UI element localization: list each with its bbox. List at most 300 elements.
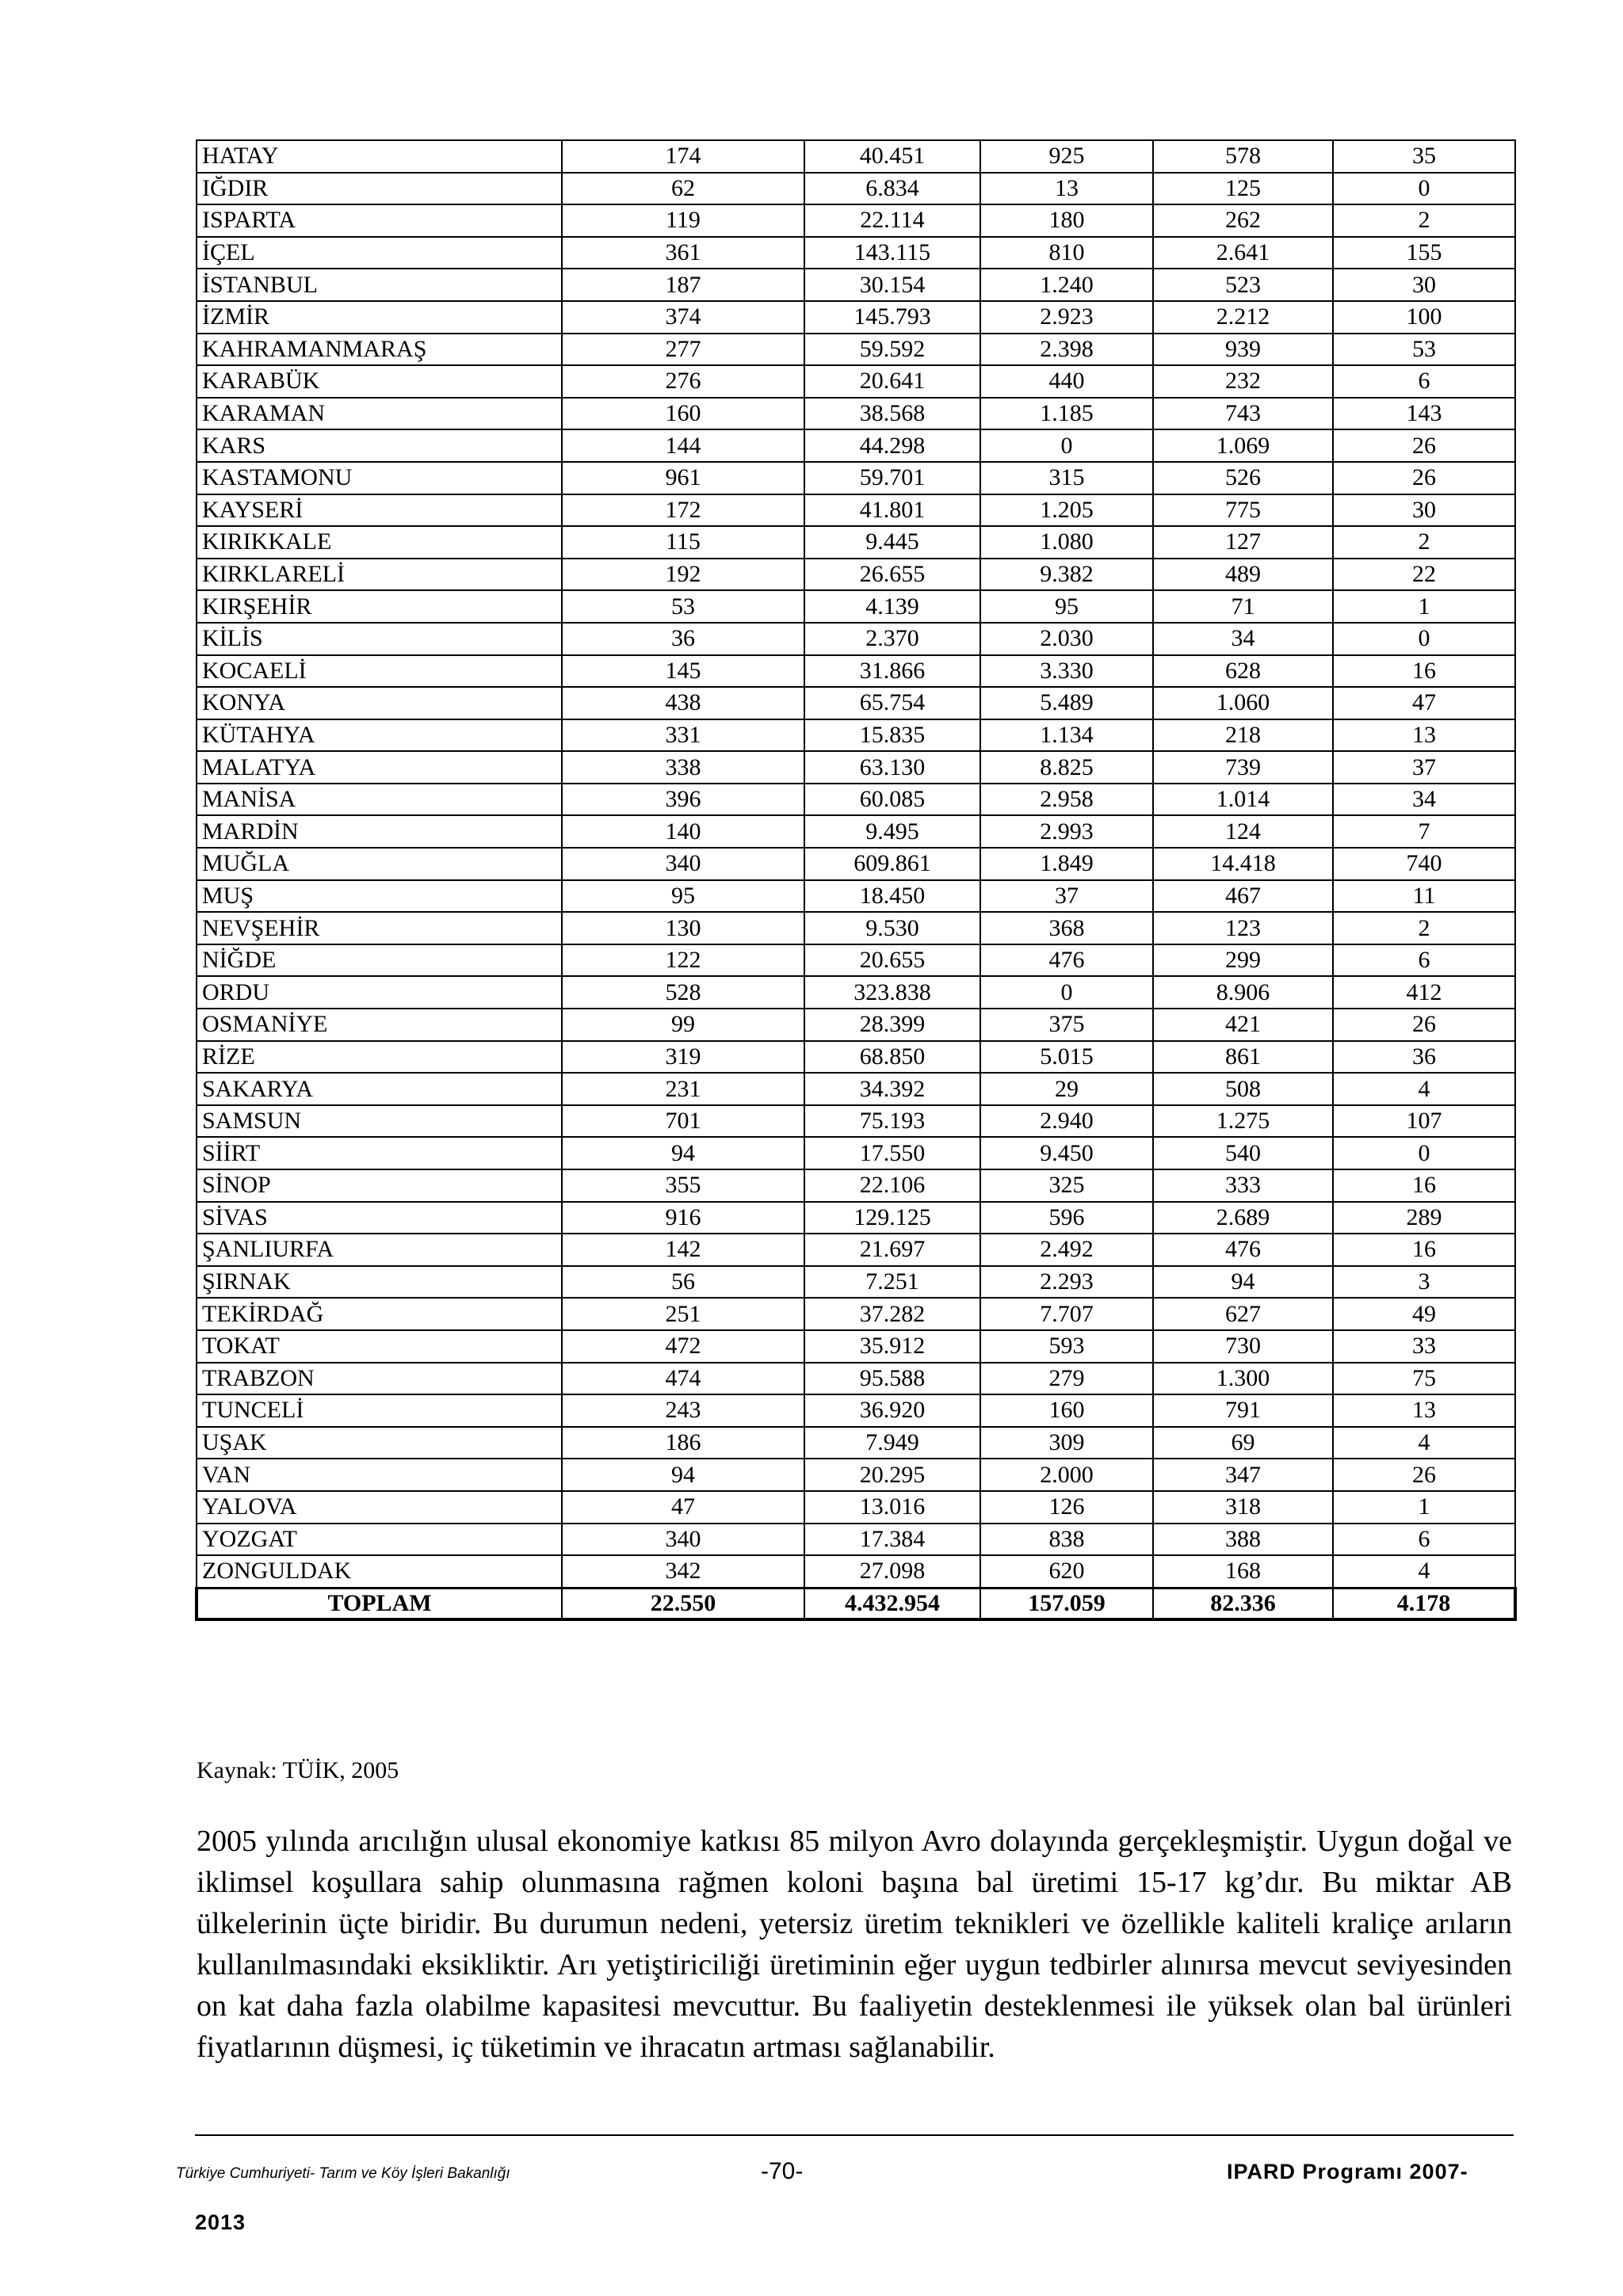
value-cell: 124 <box>1153 815 1333 848</box>
value-cell: 388 <box>1153 1524 1333 1556</box>
value-cell: 2.000 <box>980 1459 1153 1491</box>
table-row <box>197 398 1515 430</box>
table-row <box>197 1169 1515 1202</box>
value-cell: 1.240 <box>980 269 1153 301</box>
value-cell: 775 <box>1153 494 1333 527</box>
value-cell: 34 <box>1153 623 1333 655</box>
table-row <box>197 1459 1515 1491</box>
page-number: -70- <box>761 2158 804 2184</box>
value-cell: 4.139 <box>804 590 980 623</box>
province-name: ZONGULDAK <box>197 1555 562 1588</box>
province-name: KAYSERİ <box>197 494 562 527</box>
value-cell: 22 <box>1333 559 1515 591</box>
value-cell: 17.550 <box>804 1137 980 1169</box>
value-cell: 26 <box>1333 462 1515 494</box>
table-row <box>197 462 1515 494</box>
total-cell: 82.336 <box>1153 1588 1333 1619</box>
value-cell: 523 <box>1153 269 1333 301</box>
value-cell: 440 <box>980 365 1153 398</box>
table-row <box>197 1330 1515 1363</box>
province-name: OSMANİYE <box>197 1009 562 1041</box>
province-name: KIRŞEHİR <box>197 590 562 623</box>
value-cell: 26.655 <box>804 559 980 591</box>
value-cell: 396 <box>562 784 804 816</box>
value-cell: 180 <box>980 204 1153 237</box>
value-cell: 20.655 <box>804 944 980 977</box>
value-cell: 467 <box>1153 880 1333 913</box>
value-cell: 0 <box>1333 623 1515 655</box>
province-name: TUNCELİ <box>197 1394 562 1427</box>
value-cell: 2.370 <box>804 623 980 655</box>
value-cell: 1.275 <box>1153 1105 1333 1138</box>
table-row <box>197 784 1515 816</box>
value-cell: 319 <box>562 1041 804 1074</box>
value-cell: 2.923 <box>980 301 1153 334</box>
table-row <box>197 365 1515 398</box>
province-name: MANİSA <box>197 784 562 816</box>
value-cell: 13 <box>980 173 1153 205</box>
province-name: NİĞDE <box>197 944 562 977</box>
value-cell: 122 <box>562 944 804 977</box>
value-cell: 187 <box>562 269 804 301</box>
value-cell: 1 <box>1333 590 1515 623</box>
value-cell: 160 <box>562 398 804 430</box>
total-label: TOPLAM <box>197 1588 562 1619</box>
value-cell: 123 <box>1153 912 1333 944</box>
value-cell: 276 <box>562 365 804 398</box>
province-name: SAKARYA <box>197 1073 562 1105</box>
value-cell: 916 <box>562 1202 804 1234</box>
province-name: KARAMAN <box>197 398 562 430</box>
value-cell: 526 <box>1153 462 1333 494</box>
value-cell: 99 <box>562 1009 804 1041</box>
value-cell: 740 <box>1333 848 1515 880</box>
footer-program: IPARD Programı 2007- <box>1227 2160 1468 2183</box>
value-cell: 701 <box>562 1105 804 1138</box>
value-cell: 15.835 <box>804 719 980 752</box>
value-cell: 13.016 <box>804 1491 980 1524</box>
value-cell: 34 <box>1333 784 1515 816</box>
value-cell: 578 <box>1153 140 1333 173</box>
value-cell: 791 <box>1153 1394 1333 1427</box>
value-cell: 30 <box>1333 269 1515 301</box>
value-cell: 29 <box>980 1073 1153 1105</box>
value-cell: 63.130 <box>804 751 980 784</box>
value-cell: 37 <box>980 880 1153 913</box>
value-cell: 2 <box>1333 204 1515 237</box>
value-cell: 6 <box>1333 944 1515 977</box>
province-name: KONYA <box>197 687 562 719</box>
value-cell: 33 <box>1333 1330 1515 1363</box>
value-cell: 231 <box>562 1073 804 1105</box>
value-cell: 7.949 <box>804 1427 980 1459</box>
value-cell: 347 <box>1153 1459 1333 1491</box>
value-cell: 627 <box>1153 1298 1333 1330</box>
value-cell: 115 <box>562 526 804 559</box>
province-name: İSTANBUL <box>197 269 562 301</box>
value-cell: 333 <box>1153 1169 1333 1202</box>
value-cell: 596 <box>980 1202 1153 1234</box>
value-cell: 474 <box>562 1363 804 1395</box>
province-name: SİVAS <box>197 1202 562 1234</box>
table-row <box>197 173 1515 205</box>
table-row <box>197 494 1515 527</box>
value-cell: 2.492 <box>980 1234 1153 1266</box>
table-row <box>197 655 1515 688</box>
value-cell: 593 <box>980 1330 1153 1363</box>
value-cell: 2.641 <box>1153 237 1333 269</box>
province-name: KAHRAMANMARAŞ <box>197 334 562 366</box>
value-cell: 145.793 <box>804 301 980 334</box>
value-cell: 961 <box>562 462 804 494</box>
value-cell: 0 <box>980 429 1153 462</box>
value-cell: 60.085 <box>804 784 980 816</box>
value-cell: 21.697 <box>804 1234 980 1266</box>
value-cell: 476 <box>980 944 1153 977</box>
province-name: ORDU <box>197 976 562 1009</box>
table-row <box>197 687 1515 719</box>
value-cell: 2.030 <box>980 623 1153 655</box>
value-cell: 160 <box>980 1394 1153 1427</box>
value-cell: 49 <box>1333 1298 1515 1330</box>
province-name: MALATYA <box>197 751 562 784</box>
province-name: RİZE <box>197 1041 562 1074</box>
value-cell: 36.920 <box>804 1394 980 1427</box>
value-cell: 421 <box>1153 1009 1333 1041</box>
value-cell: 6 <box>1333 1524 1515 1556</box>
value-cell: 243 <box>562 1394 804 1427</box>
value-cell: 125 <box>1153 173 1333 205</box>
value-cell: 13 <box>1333 719 1515 752</box>
table-row <box>197 526 1515 559</box>
value-cell: 939 <box>1153 334 1333 366</box>
table-row <box>197 1298 1515 1330</box>
value-cell: 355 <box>562 1169 804 1202</box>
table-row <box>197 429 1515 462</box>
province-name: HATAY <box>197 140 562 173</box>
table-row <box>197 912 1515 944</box>
value-cell: 68.850 <box>804 1041 980 1074</box>
value-cell: 2.293 <box>980 1266 1153 1299</box>
value-cell: 810 <box>980 237 1153 269</box>
value-cell: 20.641 <box>804 365 980 398</box>
value-cell: 739 <box>1153 751 1333 784</box>
province-name: IĞDIR <box>197 173 562 205</box>
value-cell: 142 <box>562 1234 804 1266</box>
table-row <box>197 1073 1515 1105</box>
value-cell: 609.861 <box>804 848 980 880</box>
value-cell: 540 <box>1153 1137 1333 1169</box>
table-row <box>197 237 1515 269</box>
value-cell: 318 <box>1153 1491 1333 1524</box>
value-cell: 9.450 <box>980 1137 1153 1169</box>
province-name: NEVŞEHİR <box>197 912 562 944</box>
value-cell: 30 <box>1333 494 1515 527</box>
value-cell: 44.298 <box>804 429 980 462</box>
province-name: KİLİS <box>197 623 562 655</box>
total-row <box>197 1588 1515 1619</box>
value-cell: 59.701 <box>804 462 980 494</box>
table-row <box>197 751 1515 784</box>
value-cell: 69 <box>1153 1427 1333 1459</box>
value-cell: 143 <box>1333 398 1515 430</box>
value-cell: 528 <box>562 976 804 1009</box>
value-cell: 71 <box>1153 590 1333 623</box>
value-cell: 2 <box>1333 526 1515 559</box>
value-cell: 1.069 <box>1153 429 1333 462</box>
value-cell: 340 <box>562 1524 804 1556</box>
table-row <box>197 1234 1515 1266</box>
table-row <box>197 1427 1515 1459</box>
province-name: KIRKLARELİ <box>197 559 562 591</box>
value-cell: 325 <box>980 1169 1153 1202</box>
province-name: SİNOP <box>197 1169 562 1202</box>
value-cell: 7.707 <box>980 1298 1153 1330</box>
value-cell: 155 <box>1333 237 1515 269</box>
value-cell: 22.114 <box>804 204 980 237</box>
value-cell: 140 <box>562 815 804 848</box>
total-cell: 22.550 <box>562 1588 804 1619</box>
table-row <box>197 559 1515 591</box>
value-cell: 861 <box>1153 1041 1333 1074</box>
value-cell: 8.906 <box>1153 976 1333 1009</box>
table-row <box>197 848 1515 880</box>
value-cell: 129.125 <box>804 1202 980 1234</box>
footer-year: 2013 <box>195 2210 246 2234</box>
value-cell: 412 <box>1333 976 1515 1009</box>
value-cell: 2.958 <box>980 784 1153 816</box>
value-cell: 1.134 <box>980 719 1153 752</box>
value-cell: 1.185 <box>980 398 1153 430</box>
table-row <box>197 140 1515 173</box>
value-cell: 315 <box>980 462 1153 494</box>
value-cell: 279 <box>980 1363 1153 1395</box>
value-cell: 26 <box>1333 429 1515 462</box>
total-cell: 157.059 <box>980 1588 1153 1619</box>
total-cell: 4.432.954 <box>804 1588 980 1619</box>
province-name: SAMSUN <box>197 1105 562 1138</box>
value-cell: 65.754 <box>804 687 980 719</box>
province-name: KASTAMONU <box>197 462 562 494</box>
footer-ministry: Türkiye Cumhuriyeti- Tarım ve Köy İşleri Bakanlığı <box>176 2165 510 2182</box>
value-cell: 172 <box>562 494 804 527</box>
province-name: YOZGAT <box>197 1524 562 1556</box>
value-cell: 34.392 <box>804 1073 980 1105</box>
value-cell: 1.060 <box>1153 687 1333 719</box>
value-cell: 14.418 <box>1153 848 1333 880</box>
value-cell: 35.912 <box>804 1330 980 1363</box>
province-name: KARS <box>197 429 562 462</box>
table-row <box>197 301 1515 334</box>
value-cell: 338 <box>562 751 804 784</box>
province-name: KÜTAHYA <box>197 719 562 752</box>
value-cell: 0 <box>1333 1137 1515 1169</box>
value-cell: 5.015 <box>980 1041 1153 1074</box>
value-cell: 472 <box>562 1330 804 1363</box>
value-cell: 4 <box>1333 1073 1515 1105</box>
value-cell: 22.106 <box>804 1169 980 1202</box>
table-row <box>197 1394 1515 1427</box>
table-row <box>197 590 1515 623</box>
value-cell: 53 <box>1333 334 1515 366</box>
value-cell: 289 <box>1333 1202 1515 1234</box>
value-cell: 95 <box>562 880 804 913</box>
value-cell: 16 <box>1333 1169 1515 1202</box>
value-cell: 2 <box>1333 912 1515 944</box>
value-cell: 95 <box>980 590 1153 623</box>
value-cell: 9.445 <box>804 526 980 559</box>
value-cell: 2.993 <box>980 815 1153 848</box>
value-cell: 20.295 <box>804 1459 980 1491</box>
value-cell: 107 <box>1333 1105 1515 1138</box>
value-cell: 9.495 <box>804 815 980 848</box>
value-cell: 4 <box>1333 1555 1515 1588</box>
province-name: YALOVA <box>197 1491 562 1524</box>
table-row <box>197 1202 1515 1234</box>
province-name: MUŞ <box>197 880 562 913</box>
table-row <box>197 1041 1515 1074</box>
table-row <box>197 944 1515 977</box>
value-cell: 375 <box>980 1009 1153 1041</box>
value-cell: 126 <box>980 1491 1153 1524</box>
value-cell: 1.300 <box>1153 1363 1333 1395</box>
body-paragraph: 2005 yılında arıcılığın ulusal ekonomiye katkısı 85 milyon Avro dolayında gerçekleşmiştir. Uygun doğal ve iklimsel koşullara sahip olunmasına rağmen koloni başına bal üretimi 15-17 kg’dır. Bu miktar AB ülkelerinin üçte biridir. Bu durumun nedeni, yetersiz üretim teknikleri ve özellikle kaliteli kraliçe arıların kullanılmasındaki eksikliktir. Arı yetiştiriciliği üretiminin eğer uygun tedbirler alınırsa mevcut seviyesinden on kat daha fazla olabilme kapasitesi mevcuttur. Bu faaliyetin desteklenmesi ile yüksek olan bal ürünleri fiyatlarının düşmesi, iç tüketimin ve ihracatın artması sağlanabilir. <box>197 1825 1512 2064</box>
value-cell: 18.450 <box>804 880 980 913</box>
value-cell: 27.098 <box>804 1555 980 1588</box>
value-cell: 16 <box>1333 1234 1515 1266</box>
value-cell: 1.014 <box>1153 784 1333 816</box>
value-cell: 36 <box>1333 1041 1515 1074</box>
value-cell: 56 <box>562 1266 804 1299</box>
value-cell: 3.330 <box>980 655 1153 688</box>
value-cell: 174 <box>562 140 804 173</box>
value-cell: 262 <box>1153 204 1333 237</box>
value-cell: 361 <box>562 237 804 269</box>
table-row <box>197 269 1515 301</box>
table-row <box>197 880 1515 913</box>
value-cell: 119 <box>562 204 804 237</box>
value-cell: 2.212 <box>1153 301 1333 334</box>
value-cell: 37 <box>1333 751 1515 784</box>
value-cell: 743 <box>1153 398 1333 430</box>
value-cell: 628 <box>1153 655 1333 688</box>
value-cell: 36 <box>562 623 804 655</box>
value-cell: 7 <box>1333 815 1515 848</box>
province-name: ŞANLIURFA <box>197 1234 562 1266</box>
value-cell: 0 <box>980 976 1153 1009</box>
table-row <box>197 815 1515 848</box>
value-cell: 168 <box>1153 1555 1333 1588</box>
province-name: TOKAT <box>197 1330 562 1363</box>
table-row <box>197 1363 1515 1395</box>
province-name: MUĞLA <box>197 848 562 880</box>
source-note: Kaynak: TÜİK, 2005 <box>197 1757 399 1783</box>
value-cell: 75 <box>1333 1363 1515 1395</box>
value-cell: 192 <box>562 559 804 591</box>
value-cell: 28.399 <box>804 1009 980 1041</box>
value-cell: 94 <box>1153 1266 1333 1299</box>
value-cell: 2.940 <box>980 1105 1153 1138</box>
table-row <box>197 976 1515 1009</box>
value-cell: 323.838 <box>804 976 980 1009</box>
value-cell: 7.251 <box>804 1266 980 1299</box>
table-row <box>197 334 1515 366</box>
province-name: VAN <box>197 1459 562 1491</box>
province-name: SİİRT <box>197 1137 562 1169</box>
table-row <box>197 623 1515 655</box>
table-row <box>197 1266 1515 1299</box>
value-cell: 38.568 <box>804 398 980 430</box>
province-name: KARABÜK <box>197 365 562 398</box>
value-cell: 0 <box>1333 173 1515 205</box>
value-cell: 309 <box>980 1427 1153 1459</box>
value-cell: 11 <box>1333 880 1515 913</box>
value-cell: 143.115 <box>804 237 980 269</box>
value-cell: 9.382 <box>980 559 1153 591</box>
value-cell: 17.384 <box>804 1524 980 1556</box>
value-cell: 6.834 <box>804 173 980 205</box>
value-cell: 925 <box>980 140 1153 173</box>
value-cell: 620 <box>980 1555 1153 1588</box>
value-cell: 31.866 <box>804 655 980 688</box>
value-cell: 47 <box>562 1491 804 1524</box>
total-cell: 4.178 <box>1333 1588 1515 1619</box>
table-row <box>197 1524 1515 1556</box>
value-cell: 251 <box>562 1298 804 1330</box>
value-cell: 47 <box>1333 687 1515 719</box>
value-cell: 232 <box>1153 365 1333 398</box>
province-name: TRABZON <box>197 1363 562 1395</box>
value-cell: 6 <box>1333 365 1515 398</box>
value-cell: 2.398 <box>980 334 1153 366</box>
table-row <box>197 719 1515 752</box>
value-cell: 218 <box>1153 719 1333 752</box>
value-cell: 2.689 <box>1153 1202 1333 1234</box>
province-name: MARDİN <box>197 815 562 848</box>
value-cell: 94 <box>562 1137 804 1169</box>
value-cell: 13 <box>1333 1394 1515 1427</box>
value-cell: 342 <box>562 1555 804 1588</box>
province-name: İZMİR <box>197 301 562 334</box>
value-cell: 1 <box>1333 1491 1515 1524</box>
province-name: ISPARTA <box>197 204 562 237</box>
value-cell: 144 <box>562 429 804 462</box>
value-cell: 16 <box>1333 655 1515 688</box>
value-cell: 489 <box>1153 559 1333 591</box>
province-name: KOCAELİ <box>197 655 562 688</box>
value-cell: 40.451 <box>804 140 980 173</box>
value-cell: 3 <box>1333 1266 1515 1299</box>
value-cell: 299 <box>1153 944 1333 977</box>
value-cell: 186 <box>562 1427 804 1459</box>
table-row <box>197 1491 1515 1524</box>
value-cell: 53 <box>562 590 804 623</box>
province-name: TEKİRDAĞ <box>197 1298 562 1330</box>
table-row <box>197 1105 1515 1138</box>
value-cell: 1.849 <box>980 848 1153 880</box>
value-cell: 130 <box>562 912 804 944</box>
value-cell: 26 <box>1333 1459 1515 1491</box>
value-cell: 127 <box>1153 526 1333 559</box>
table-row <box>197 1137 1515 1169</box>
value-cell: 277 <box>562 334 804 366</box>
table-body <box>197 140 1515 1588</box>
value-cell: 438 <box>562 687 804 719</box>
value-cell: 145 <box>562 655 804 688</box>
value-cell: 4 <box>1333 1427 1515 1459</box>
table-row <box>197 1009 1515 1041</box>
value-cell: 75.193 <box>804 1105 980 1138</box>
